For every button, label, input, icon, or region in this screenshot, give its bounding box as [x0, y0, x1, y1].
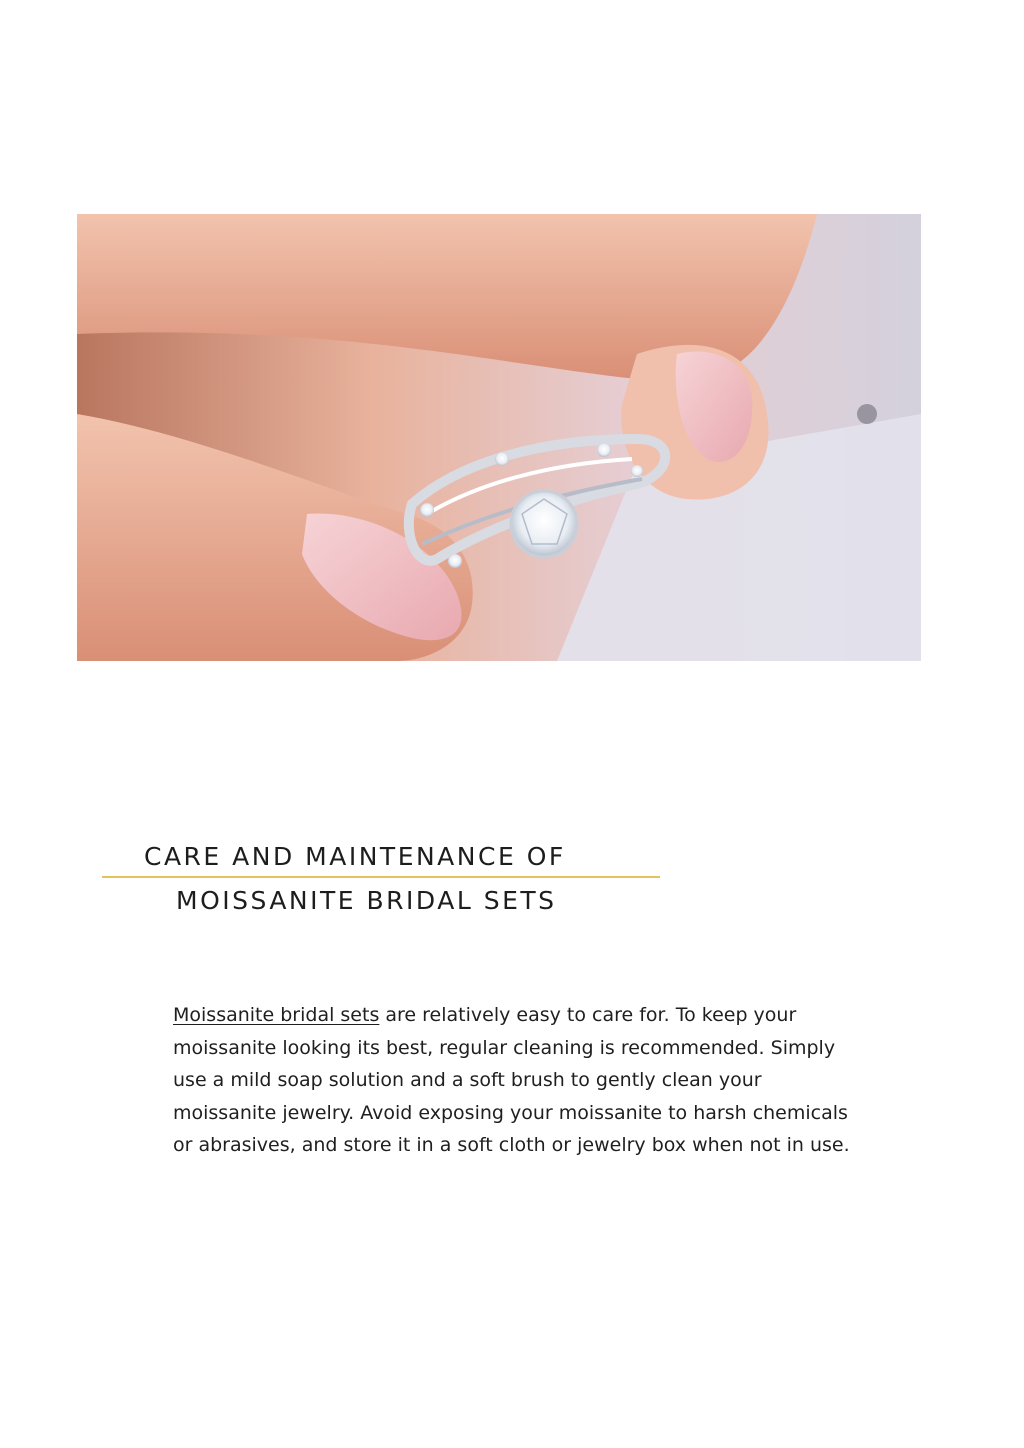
paragraph-body: are relatively easy to care for. To keep your moissanite looking its best, regular cleaning is recommended. Simply use a mild soap solution and a soft brush to gently clean your moissanite jewelry. Avoid exposing your moissanite to harsh chemicals or abrasives, and store it in a soft cloth or jewelry box when not in use. — [173, 1004, 850, 1156]
heading-line-2: MOISSANITE BRIDAL SETS — [176, 886, 557, 915]
ring-illustration — [77, 214, 921, 661]
hero-ring-photo — [77, 214, 921, 661]
moissanite-bridal-sets-link[interactable]: Moissanite bridal sets — [173, 1004, 380, 1026]
care-paragraph — [173, 999, 863, 1162]
heading-underline — [102, 876, 660, 878]
heading-line-1: CARE AND MAINTENANCE OF — [144, 842, 566, 871]
